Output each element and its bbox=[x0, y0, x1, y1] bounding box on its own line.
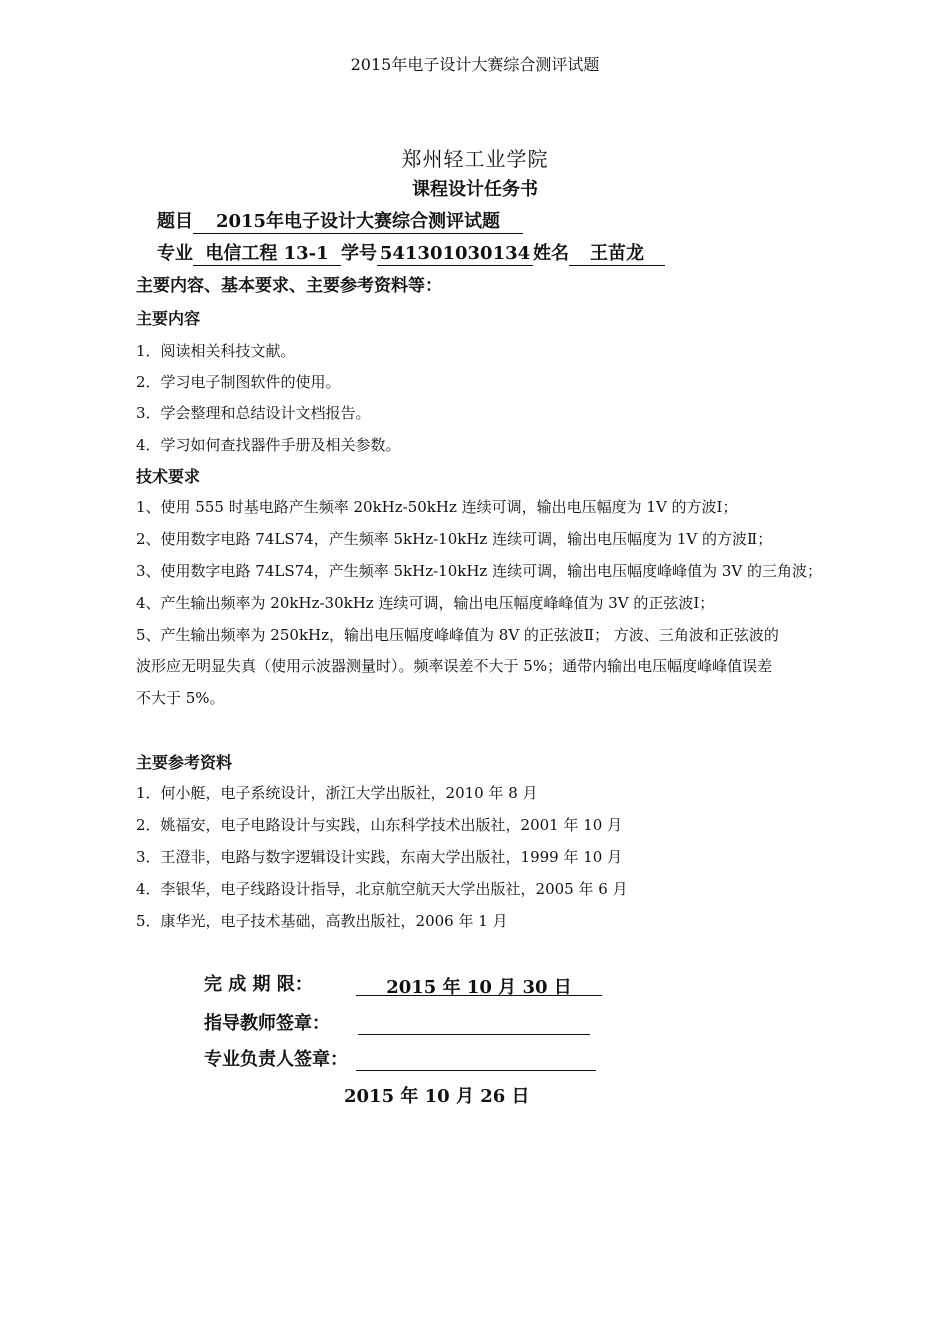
name-value: 王苗龙 bbox=[569, 243, 665, 266]
reference-item: 4．李银华，电子线路设计指导，北京航空航天大学出版社，2005 年 6 月 bbox=[136, 880, 628, 898]
document-title: 课程设计任务书 bbox=[412, 179, 538, 200]
reference-item: 3．王澄非，电路与数字逻辑设计实践，东南大学出版社，1999 年 10 月 bbox=[136, 848, 623, 866]
name-label: 姓名 bbox=[533, 243, 569, 264]
topic-line bbox=[157, 207, 523, 234]
tech-requirement-item: 不大于 5%。 bbox=[136, 689, 225, 707]
major-label: 专业 bbox=[157, 243, 193, 264]
main-content-item: 2．学习电子制图软件的使用。 bbox=[136, 373, 341, 391]
student-id-value: 541301030134 bbox=[377, 243, 533, 266]
major-value: 电信工程 13-1 bbox=[193, 243, 341, 266]
deadline-line bbox=[204, 970, 602, 996]
reference-item: 5．康华光，电子技术基础，高教出版社，2006 年 1 月 bbox=[136, 912, 508, 930]
references-title: 主要参考资料 bbox=[136, 753, 233, 772]
tech-requirement-item: 4、产生输出频率为 20kHz-30kHz 连续可调，输出电压幅度峰峰值为 3V 的正弦波Ⅰ； bbox=[136, 594, 715, 612]
section-heading: 主要内容、基本要求、主要参考资料等： bbox=[136, 276, 442, 296]
school-name: 郑州轻工业学院 bbox=[401, 147, 549, 171]
main-content-item: 4．学习如何查找器件手册及相关参数。 bbox=[136, 436, 401, 454]
student-id-label: 学号 bbox=[341, 243, 377, 264]
topic-label: 题目 bbox=[157, 211, 193, 232]
tech-requirement-item: 2、使用数字电路 74LS74，产生频率 5kHz-10kHz 连续可调，输出电压幅度为 1V 的方波Ⅱ； bbox=[136, 530, 773, 548]
document-date: 2015 年 10 月 26 日 bbox=[344, 1086, 530, 1107]
deadline-label: 完 成 期 限： bbox=[204, 974, 313, 995]
reference-item: 1．何小艇，电子系统设计，浙江大学出版社，2010 年 8 月 bbox=[136, 784, 538, 802]
advisor-signature-field bbox=[358, 1012, 590, 1035]
tech-requirement-item: 1、使用 555 时基电路产生频率 20kHz-50kHz 连续可调，输出电压幅度为 1V 的方波Ⅰ； bbox=[136, 498, 738, 516]
head-signature-field bbox=[356, 1048, 596, 1071]
head-signature-line bbox=[204, 1045, 596, 1071]
advisor-label: 指导教师签章： bbox=[204, 1013, 330, 1034]
tech-requirement-item: 3、使用数字电路 74LS74，产生频率 5kHz-10kHz 连续可调，输出电压幅度峰峰值为 3V 的三角波； bbox=[136, 562, 823, 580]
main-content-title: 主要内容 bbox=[136, 309, 201, 328]
main-content-item: 3．学会整理和总结设计文档报告。 bbox=[136, 404, 371, 422]
tech-requirements-title: 技术要求 bbox=[136, 467, 201, 486]
tech-requirement-item: 波形应无明显失真（使用示波器测量时）。频率误差不大于 5%；通带内输出电压幅度峰峰值误差 bbox=[136, 657, 773, 675]
head-label: 专业负责人签章： bbox=[204, 1049, 348, 1070]
deadline-value: 2015 年 10 月 30 日 bbox=[356, 973, 602, 996]
advisor-signature-line bbox=[204, 1009, 590, 1035]
tech-requirement-item: 5、产生输出频率为 250kHz，输出电压幅度峰峰值为 8V 的正弦波Ⅱ； 方波、三角波和正弦波的 bbox=[136, 626, 779, 644]
page-header: 2015年电子设计大赛综合测评试题 bbox=[350, 55, 600, 74]
topic-value: 2015年电子设计大赛综合测评试题 bbox=[193, 211, 523, 234]
reference-item: 2．姚福安，电子电路设计与实践，山东科学技术出版社，2001 年 10 月 bbox=[136, 816, 623, 834]
main-content-item: 1．阅读相关科技文献。 bbox=[136, 342, 296, 360]
student-info-line bbox=[157, 239, 665, 266]
